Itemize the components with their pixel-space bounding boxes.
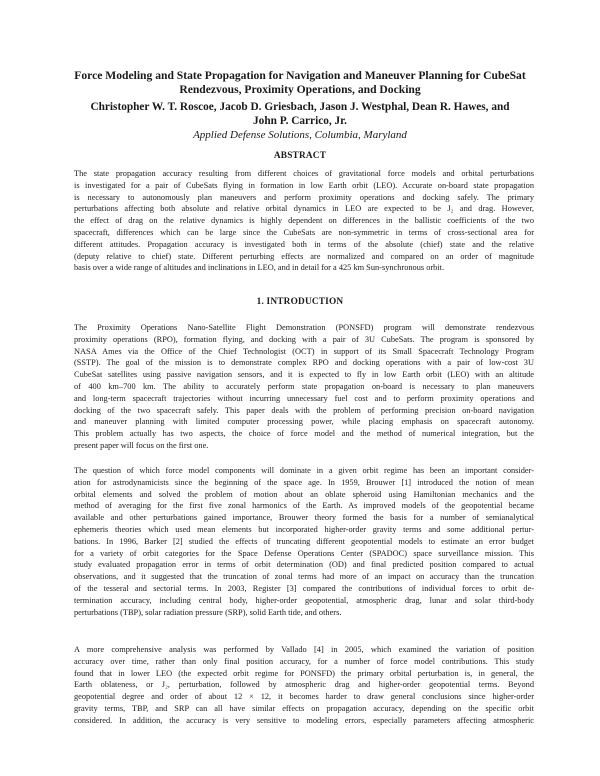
intro-paragraph-1 xyxy=(74,322,534,452)
abstract-heading: ABSTRACT xyxy=(273,151,327,161)
text-line: ephemeris theories which used mean elements but incorporated higher-order gravity terms and some additional pertur- xyxy=(74,524,534,534)
text-line: available and other perturbations gained importance, Brouwer theory formed the basis for a number of semianalytical xyxy=(74,513,534,523)
text-line: CubeSat satellites using passive navigation sensors, and it is expected to fly in low Earth orbit (LEO) with an altitude xyxy=(74,370,534,380)
text-line: The state propagation accuracy resulting from different choices of gravitational force models and orbital perturbations xyxy=(74,169,534,178)
author-line: Christopher W. T. Roscoe, Jacob D. Griesbach, Jason J. Westphal, Dean R. Hawes, and xyxy=(90,101,510,113)
text-line: A more comprehensive analysis was performed by Vallado [4] in 2005, which examined the variation of position xyxy=(74,645,534,654)
author-line: John P. Carrico, Jr. xyxy=(253,115,347,127)
text-line: considered. In addition, the accuracy is very sensitive to modeling errors, especially parameters affecting atmospheric xyxy=(74,715,534,725)
intro-paragraph-2 xyxy=(74,465,534,618)
paper-title xyxy=(60,69,540,97)
author-list xyxy=(60,100,540,128)
intro-paragraph-3 xyxy=(74,644,534,727)
text-line: present paper will focus on the first one. xyxy=(74,440,209,450)
text-line: proximity operations (RPO), formation flying, and docking with a pair of 3U CubeSats. The program is sponsored by xyxy=(74,334,534,344)
text-line: geopotential degree and order of about 12 × 12, it becomes harder to draw general conclusions since higher-order xyxy=(74,692,534,702)
text-line: perturbations affecting both absolute and relative orbital dynamics in LEO are expected to be J₂ and drag. However, xyxy=(74,204,534,214)
text-line: for a variety of orbit categories for the Space Defense Operations Center (SPADOC) space surveillance mission. This xyxy=(74,548,534,558)
text-line: The question of which force model components will dominate in a given orbit regime has been an important consider- xyxy=(74,466,534,475)
text-line: termination accuracy, including central body, higher-order geopotential, atmospheric drag, lunar and solar third-body xyxy=(74,595,534,605)
text-line: study evaluated propagation error in terms of orbit determination (OD) and final predicted position compared to actual xyxy=(74,560,534,570)
text-line: ation for astrodynamicists since the beginning of the space age. In 1959, Brouwer [1] introduced the notion of mean xyxy=(74,477,534,487)
text-line: This problem actually has two aspects, the choice of force model and the method of numerical integration, but the xyxy=(74,429,534,439)
text-line: Earth oblateness, or J₂, perturbation, followed by atmospheric drag and higher-order geopotential terms. Beyond xyxy=(74,680,534,690)
text-line: (SSTP). The goal of the mission is to demonstrate complex RPO and docking operations with a pair of low-cost 3U xyxy=(74,358,534,368)
section-heading-introduction: 1. INTRODUCTION xyxy=(256,297,344,307)
title-line: Force Modeling and State Propagation for Navigation and Maneuver Planning for CubeSat xyxy=(74,69,526,82)
text-line: the effect of drag on the relative dynamics is highly dependent on differences in the ballistic coefficients of the two xyxy=(74,216,534,226)
text-line: (deputy relative to chief) state. Different perturbing effects are normalized and compared on an order of magnitude xyxy=(74,251,534,261)
text-line: found that in lower LEO (the expected orbit regime for PONSFD) the primary orbital perturbation is, in general, the xyxy=(74,668,534,678)
text-line: observations, and it suggested that the truncation of zonal terms had more of an impact on accuracy than the truncation xyxy=(74,572,534,582)
text-line: different attitudes. Propagation accuracy is investigated both in terms of the absolute (chief) state and the relative xyxy=(74,239,534,249)
text-line: spacecraft, differences which can be large since the CubeSats are non-symmetric in terms of cross-sectional area for xyxy=(74,227,534,237)
text-line: of the tesseral and sectorial terms. In 2003, Register [3] compared the contributions of individual forces to orbit de- xyxy=(74,583,534,593)
abstract-text xyxy=(74,168,534,274)
text-line: and long-term spacecraft trajectories without incurring unnecessary fuel cost and to perform proximity operations and xyxy=(74,393,534,403)
text-line: accuracy over time, rather than only final position accuracy, for a number of force model contributions. This study xyxy=(74,656,534,666)
text-line: The Proximity Operations Nano-Satellite Flight Demonstration (PONSFD) program will demonstrate rendezvous xyxy=(74,323,534,332)
text-line: of 400 km–700 km. The ability to accurately perform state propagation on-board is necessary to plan maneuvers xyxy=(74,381,534,391)
text-line: orbital elements and solved the problem of motion about an oblate spheroid using Hamiltonian mechanics and the xyxy=(74,489,534,499)
text-line: NASA Ames via the Office of the Chief Technologist (OCT) in support of its Small Spacecraft Technology Program xyxy=(74,346,534,356)
affiliation: Applied Defense Solutions, Columbia, Maryland xyxy=(193,129,407,141)
text-line: method of averaging for the first five zonal harmonics of the Earth. As improved models of the geopotential became xyxy=(74,501,534,511)
text-line: is investigated for a pair of CubeSats flying in formation in low Earth orbit (LEO). Accurate on-board state propagation xyxy=(74,180,534,190)
text-line: and maneuver planning with limited computer processing power, while placing emphasis on spacecraft autonomy. xyxy=(74,417,534,427)
text-line: is necessary to autonomously plan maneuvers and perform proximity operations and docking safely. The primary xyxy=(74,192,534,202)
text-line: gravity terms, TBP, and SRP can all have similar effects on propagation accuracy, depending on the specific orbit xyxy=(74,703,534,713)
text-line: basis over a wide range of altitudes and inclinations in LEO, and in detail for a 425 km Sun-synchronous orbit. xyxy=(74,263,445,273)
text-line: docking of the two spacecraft safely. This paper deals with the problem of performing precision on-board navigation xyxy=(74,405,534,415)
title-line: Rendezvous, Proximity Operations, and Docking xyxy=(179,83,421,96)
text-line: bations. In 1996, Barker [2] studied the effects of truncating different geopotential models to estimate an error budget xyxy=(74,536,534,546)
text-line: perturbations (TBP), solar radiation pressure (SRP), solid Earth tide, and others. xyxy=(74,607,342,617)
